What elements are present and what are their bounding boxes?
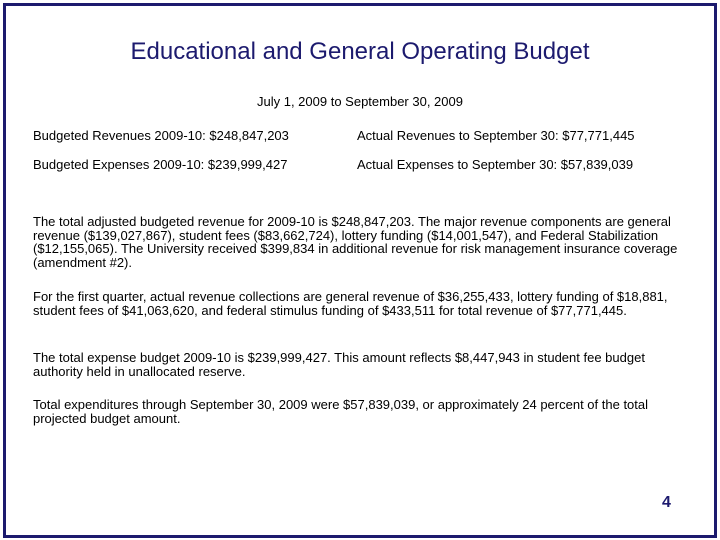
revenue-summary-paragraph: The total adjusted budgeted revenue for 2009-10 is $248,847,203. The major revenue components are general revenue ($139,027,867), student fees ($83,662,724), lottery funding ($14,001,547), and Federal Stabilization ($12,155,065). The University received $399,834 in additional revenue for risk management insurance coverage (amendment #2). [33, 214, 678, 270]
first-quarter-paragraph: For the first quarter, actual revenue collections are general revenue of $36,255,433, lottery funding of $18,881, student fees of $41,063,620, and federal stimulus funding of $433,511 for total revenue of $77,771,445. [33, 289, 668, 318]
expenditures-paragraph: Total expenditures through September 30, 2009 were $57,839,039, or approximately 24 percent of the total projected budget amount. [33, 397, 649, 426]
slide-subtitle: July 1, 2009 to September 30, 2009 [257, 94, 463, 109]
slide-border-frame [3, 3, 717, 538]
actual-revenues-figure: Actual Revenues to September 30: $77,771,445 [357, 128, 635, 143]
page-number: 4 [662, 494, 671, 511]
budgeted-revenues-figure: Budgeted Revenues 2009-10: $248,847,203 [33, 128, 289, 143]
expense-budget-paragraph: The total expense budget 2009-10 is $239,999,427. This amount reflects $8,447,943 in student fee budget authority held in unallocated reserve. [33, 350, 645, 379]
budgeted-expenses-figure: Budgeted Expenses 2009-10: $239,999,427 [33, 157, 288, 172]
slide-title: Educational and General Operating Budget [130, 38, 590, 65]
actual-expenses-figure: Actual Expenses to September 30: $57,839,039 [357, 157, 634, 172]
